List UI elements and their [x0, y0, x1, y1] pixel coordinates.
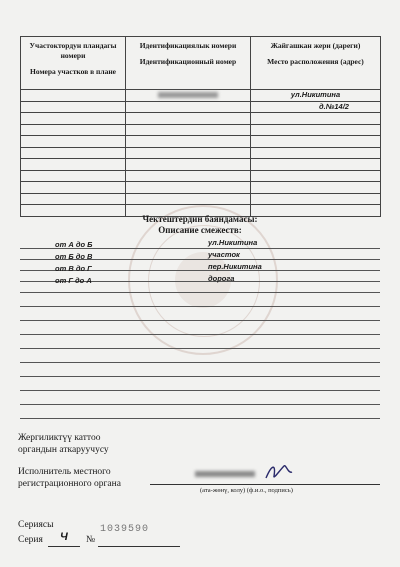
cell-address-street: ул.Никитина — [251, 90, 381, 102]
description-title-ru: Описание смежеств: — [158, 225, 242, 235]
executor-label-ky: Жергиликтүү каттоо органдын аткаруучусу — [18, 433, 109, 455]
header-identification-number: Идентификациялык номери Идентификационный номер — [126, 37, 251, 90]
redacted-name — [195, 471, 255, 477]
series-label-ru: Серия — [18, 535, 43, 545]
edge-value-a-b: ул.Никитина — [208, 238, 258, 247]
header-plan-number: Участоктордун пландагы номери Номера участков в плане — [21, 37, 126, 90]
series-value: Ч — [60, 531, 68, 543]
series-underline — [48, 546, 80, 547]
edge-value-b-v: участок — [208, 250, 240, 259]
edge-value-g-a: дорога — [208, 274, 235, 283]
edge-value-v-g: пер.Никитина — [208, 262, 262, 271]
signature-caption: (ата-жөнү, колу) (ф.и.о., подпись) — [200, 487, 293, 494]
executor-label-ru: Исполнитель местного регистрационного органа — [18, 467, 121, 489]
signature-mark — [262, 460, 298, 484]
serial-number: 1039590 — [100, 524, 150, 535]
edge-label-g-a: от Г до А — [55, 276, 92, 285]
edge-label-v-g: от В до Г — [55, 264, 92, 273]
edge-label-a-b: от А до Б — [55, 240, 93, 249]
edge-label-b-v: от Б до В — [55, 252, 93, 261]
header-location-address: Жайгашкан жери (дареги) Место расположения (адрес) — [251, 37, 381, 90]
number-underline — [98, 546, 180, 547]
description-title-ky: Чектештердин баяндамасы: — [142, 214, 258, 224]
cell-address-house: д.№14/2 — [251, 101, 381, 113]
signature-line — [150, 484, 380, 485]
series-label-ky: Сериясы — [18, 520, 54, 530]
number-sign: № — [86, 535, 96, 545]
